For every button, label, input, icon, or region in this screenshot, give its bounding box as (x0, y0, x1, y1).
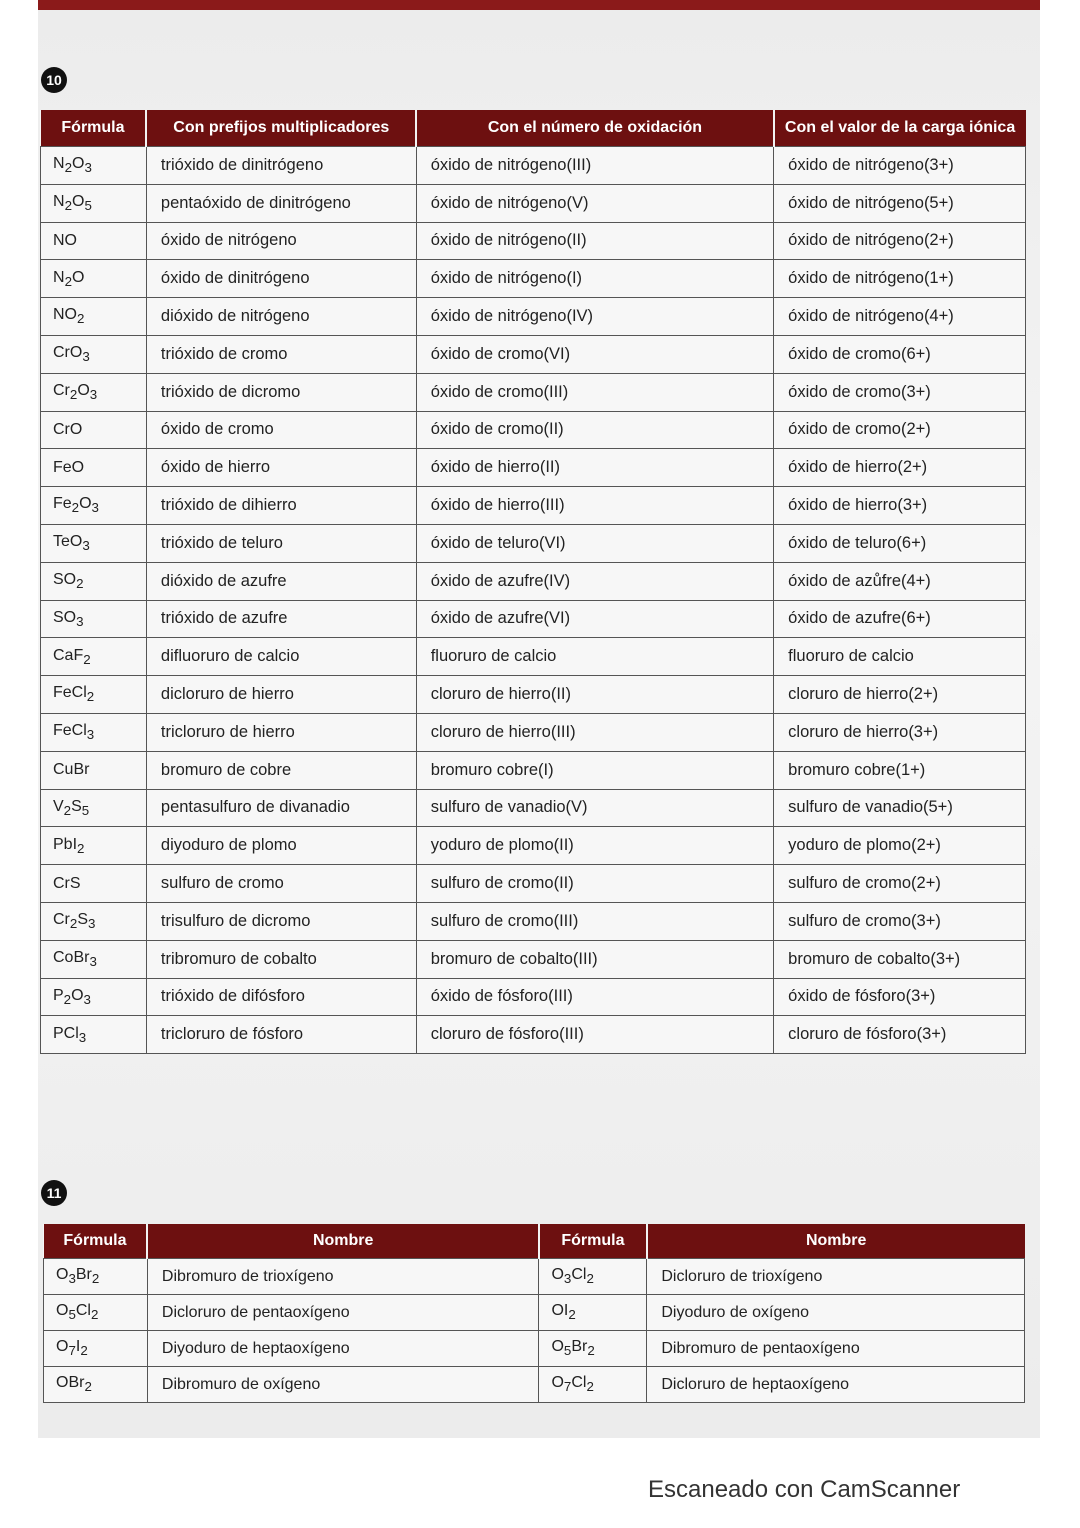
table-row (41, 865, 1026, 903)
oxidation-name-cell: fluoruro de calcio (416, 638, 773, 676)
prefix-name-cell: difluoruro de calcio (146, 638, 416, 676)
formula-cell: CaF$_2$ (41, 638, 147, 676)
table-row (41, 449, 1026, 487)
oxidation-name-cell: óxido de hierro(III) (416, 487, 773, 525)
oxidation-name-cell: óxido de nitrógeno(II) (416, 222, 773, 260)
oxidation-name-cell: óxido de cromo(VI) (416, 335, 773, 373)
oxidation-name-cell: bromuro de cobalto(III) (416, 940, 773, 978)
table-row (41, 562, 1026, 600)
prefix-name-cell: óxido de cromo (146, 411, 416, 449)
table-row (41, 411, 1026, 449)
header-name-1: Nombre (147, 1224, 539, 1259)
oxidation-name-cell: sulfuro de cromo(II) (416, 865, 773, 903)
table-row (44, 1295, 1025, 1331)
charge-name-cell: sulfuro de vanadio(5+) (774, 789, 1026, 827)
prefix-name-cell: sulfuro de cromo (146, 865, 416, 903)
table-row (41, 676, 1026, 714)
top-color-bar (38, 0, 1040, 10)
table-row (41, 147, 1026, 185)
prefix-name-cell: tribromuro de cobalto (146, 940, 416, 978)
name-cell: Diyoduro de heptaoxígeno (147, 1331, 539, 1367)
charge-name-cell: óxido de nitrógeno(5+) (774, 184, 1026, 222)
prefix-name-cell: dióxido de nitrógeno (146, 298, 416, 336)
charge-name-cell: yoduro de plomo(2+) (774, 827, 1026, 865)
table-row (41, 487, 1026, 525)
prefix-name-cell: pentasulfuro de divanadio (146, 789, 416, 827)
oxidation-name-cell: yoduro de plomo(II) (416, 827, 773, 865)
charge-name-cell: óxido de azůfre(4+) (774, 562, 1026, 600)
charge-name-cell: óxido de nitrógeno(4+) (774, 298, 1026, 336)
formula-cell: $OI_2$ (539, 1295, 647, 1331)
formula-cell: $O_7I_2$ (44, 1331, 148, 1367)
formula-cell: $O_3Br_2$ (44, 1259, 148, 1295)
formula-cell: PbI$_2$ (41, 827, 147, 865)
formula-cell: $N_2O_3$ (41, 147, 147, 185)
formula-cell: CoBr$_3$ (41, 940, 147, 978)
charge-name-cell: sulfuro de cromo(2+) (774, 865, 1026, 903)
oxidation-name-cell: óxido de teluro(VI) (416, 524, 773, 562)
formula-cell: $O_7Cl_2$ (539, 1367, 647, 1403)
charge-name-cell: óxido de azufre(6+) (774, 600, 1026, 638)
oxidation-name-cell: óxido de nitrógeno(V) (416, 184, 773, 222)
charge-name-cell: óxido de cromo(3+) (774, 373, 1026, 411)
table-row (41, 335, 1026, 373)
table-row (44, 1331, 1025, 1367)
oxidation-name-cell: óxido de fósforo(III) (416, 978, 773, 1016)
formula-cell: CrS (41, 865, 147, 903)
header-formula-2: Fórmula (539, 1224, 647, 1259)
prefix-name-cell: óxido de dinitrógeno (146, 260, 416, 298)
header-oxidation-number: Con el número de oxidación (416, 110, 773, 147)
oxidation-name-cell: cloruro de hierro(II) (416, 676, 773, 714)
prefix-name-cell: dióxido de azufre (146, 562, 416, 600)
charge-name-cell: óxido de nitrógeno(1+) (774, 260, 1026, 298)
formula-cell: $SO_3$ (41, 600, 147, 638)
exercise-11-body (44, 1259, 1025, 1403)
prefix-name-cell: óxido de hierro (146, 449, 416, 487)
name-cell: Dibromuro de pentaoxígeno (647, 1331, 1025, 1367)
table-header-row (44, 1224, 1025, 1259)
oxidation-name-cell: óxido de azufre(IV) (416, 562, 773, 600)
prefix-name-cell: diyoduro de plomo (146, 827, 416, 865)
prefix-name-cell: óxido de nitrógeno (146, 222, 416, 260)
formula-cell: FeO (41, 449, 147, 487)
scanner-watermark: Escaneado con CamScanner (648, 1476, 961, 1503)
oxidation-name-cell: cloruro de fósforo(III) (416, 1016, 773, 1054)
charge-name-cell: óxido de cromo(2+) (774, 411, 1026, 449)
oxidation-name-cell: óxido de azufre(VI) (416, 600, 773, 638)
name-cell: Dicloruro de pentaoxígeno (147, 1295, 539, 1331)
charge-name-cell: óxido de nitrógeno(2+) (774, 222, 1026, 260)
formula-cell: CrO (41, 411, 147, 449)
name-cell: Dicloruro de trioxígeno (647, 1259, 1025, 1295)
formula-cell: FeCl$_2$ (41, 676, 147, 714)
exercise-11-number: 11 (41, 1180, 67, 1206)
charge-name-cell: fluoruro de calcio (774, 638, 1026, 676)
charge-name-cell: bromuro cobre(1+) (774, 751, 1026, 789)
formula-cell: FeCl$_3$ (41, 713, 147, 751)
charge-name-cell: óxido de hierro(3+) (774, 487, 1026, 525)
charge-name-cell: cloruro de hierro(3+) (774, 713, 1026, 751)
formula-cell: $P_2O_3$ (41, 978, 147, 1016)
formula-cell: PCl$_3$ (41, 1016, 147, 1054)
charge-name-cell: óxido de nitrógeno(3+) (774, 147, 1026, 185)
prefix-name-cell: trióxido de dicromo (146, 373, 416, 411)
prefix-name-cell: trióxido de cromo (146, 335, 416, 373)
prefix-name-cell: trióxido de teluro (146, 524, 416, 562)
oxidation-name-cell: sulfuro de vanadio(V) (416, 789, 773, 827)
formula-cell: $Cr_2O_3$ (41, 373, 147, 411)
formula-cell: OBr$_2$ (44, 1367, 148, 1403)
header-prefixes: Con prefijos multiplicadores (146, 110, 416, 147)
table-row (41, 524, 1026, 562)
charge-name-cell: óxido de teluro(6+) (774, 524, 1026, 562)
formula-cell: $O_3Cl_2$ (539, 1259, 647, 1295)
table-row (41, 373, 1026, 411)
name-cell: Diyoduro de oxígeno (647, 1295, 1025, 1331)
prefix-name-cell: trióxido de dinitrógeno (146, 147, 416, 185)
table-row (41, 940, 1026, 978)
table-row (41, 184, 1026, 222)
formula-cell: $SO_2$ (41, 562, 147, 600)
exercise-10-table (40, 110, 1026, 1054)
table-row (41, 298, 1026, 336)
header-formula: Fórmula (41, 110, 147, 147)
formula-cell: TeO$_3$ (41, 524, 147, 562)
oxidation-name-cell: óxido de hierro(II) (416, 449, 773, 487)
header-ionic-charge: Con el valor de la carga iónica (774, 110, 1026, 147)
table-row (41, 978, 1026, 1016)
table-header-row (41, 110, 1026, 147)
table-row (44, 1367, 1025, 1403)
formula-cell: $O_5Cl_2$ (44, 1295, 148, 1331)
name-cell: Dicloruro de heptaoxígeno (647, 1367, 1025, 1403)
oxidation-name-cell: óxido de cromo(III) (416, 373, 773, 411)
charge-name-cell: óxido de cromo(6+) (774, 335, 1026, 373)
formula-cell: NO (41, 222, 147, 260)
oxidation-name-cell: óxido de nitrógeno(I) (416, 260, 773, 298)
formula-cell: $O_5Br_2$ (539, 1331, 647, 1367)
table-row (41, 1016, 1026, 1054)
oxidation-name-cell: óxido de nitrógeno(IV) (416, 298, 773, 336)
table-row (41, 222, 1026, 260)
prefix-name-cell: trióxido de difósforo (146, 978, 416, 1016)
table-row (44, 1259, 1025, 1295)
table-row (41, 789, 1026, 827)
formula-cell: $Cr_2S_3$ (41, 902, 147, 940)
oxidation-name-cell: sulfuro de cromo(III) (416, 902, 773, 940)
table-row (41, 713, 1026, 751)
exercise-11-table (43, 1224, 1025, 1403)
prefix-name-cell: trióxido de dihierro (146, 487, 416, 525)
prefix-name-cell: dicloruro de hierro (146, 676, 416, 714)
charge-name-cell: óxido de hierro(2+) (774, 449, 1026, 487)
formula-cell: $V_2S_5$ (41, 789, 147, 827)
prefix-name-cell: trisulfuro de dicromo (146, 902, 416, 940)
oxidation-name-cell: óxido de cromo(II) (416, 411, 773, 449)
table-row (41, 260, 1026, 298)
prefix-name-cell: tricloruro de fósforo (146, 1016, 416, 1054)
formula-cell: $NO_2$ (41, 298, 147, 336)
oxidation-name-cell: bromuro cobre(I) (416, 751, 773, 789)
exercise-10-body (41, 147, 1026, 1054)
name-cell: Dibromuro de trioxígeno (147, 1259, 539, 1295)
prefix-name-cell: bromuro de cobre (146, 751, 416, 789)
formula-cell: $N_2O_5$ (41, 184, 147, 222)
table-row (41, 751, 1026, 789)
charge-name-cell: cloruro de fósforo(3+) (774, 1016, 1026, 1054)
formula-cell: $N_2O$ (41, 260, 147, 298)
prefix-name-cell: trióxido de azufre (146, 600, 416, 638)
charge-name-cell: bromuro de cobalto(3+) (774, 940, 1026, 978)
header-formula-1: Fórmula (44, 1224, 148, 1259)
prefix-name-cell: tricloruro de hierro (146, 713, 416, 751)
charge-name-cell: sulfuro de cromo(3+) (774, 902, 1026, 940)
prefix-name-cell: pentaóxido de dinitrógeno (146, 184, 416, 222)
charge-name-cell: óxido de fósforo(3+) (774, 978, 1026, 1016)
formula-cell: CrO$_3$ (41, 335, 147, 373)
oxidation-name-cell: cloruro de hierro(III) (416, 713, 773, 751)
exercise-10-number: 10 (41, 67, 67, 93)
table-row (41, 600, 1026, 638)
table-row (41, 638, 1026, 676)
name-cell: Dibromuro de oxígeno (147, 1367, 539, 1403)
formula-cell: CuBr (41, 751, 147, 789)
charge-name-cell: cloruro de hierro(2+) (774, 676, 1026, 714)
formula-cell: $Fe_2O_3$ (41, 487, 147, 525)
table-row (41, 827, 1026, 865)
oxidation-name-cell: óxido de nitrógeno(III) (416, 147, 773, 185)
header-name-2: Nombre (647, 1224, 1025, 1259)
table-row (41, 902, 1026, 940)
